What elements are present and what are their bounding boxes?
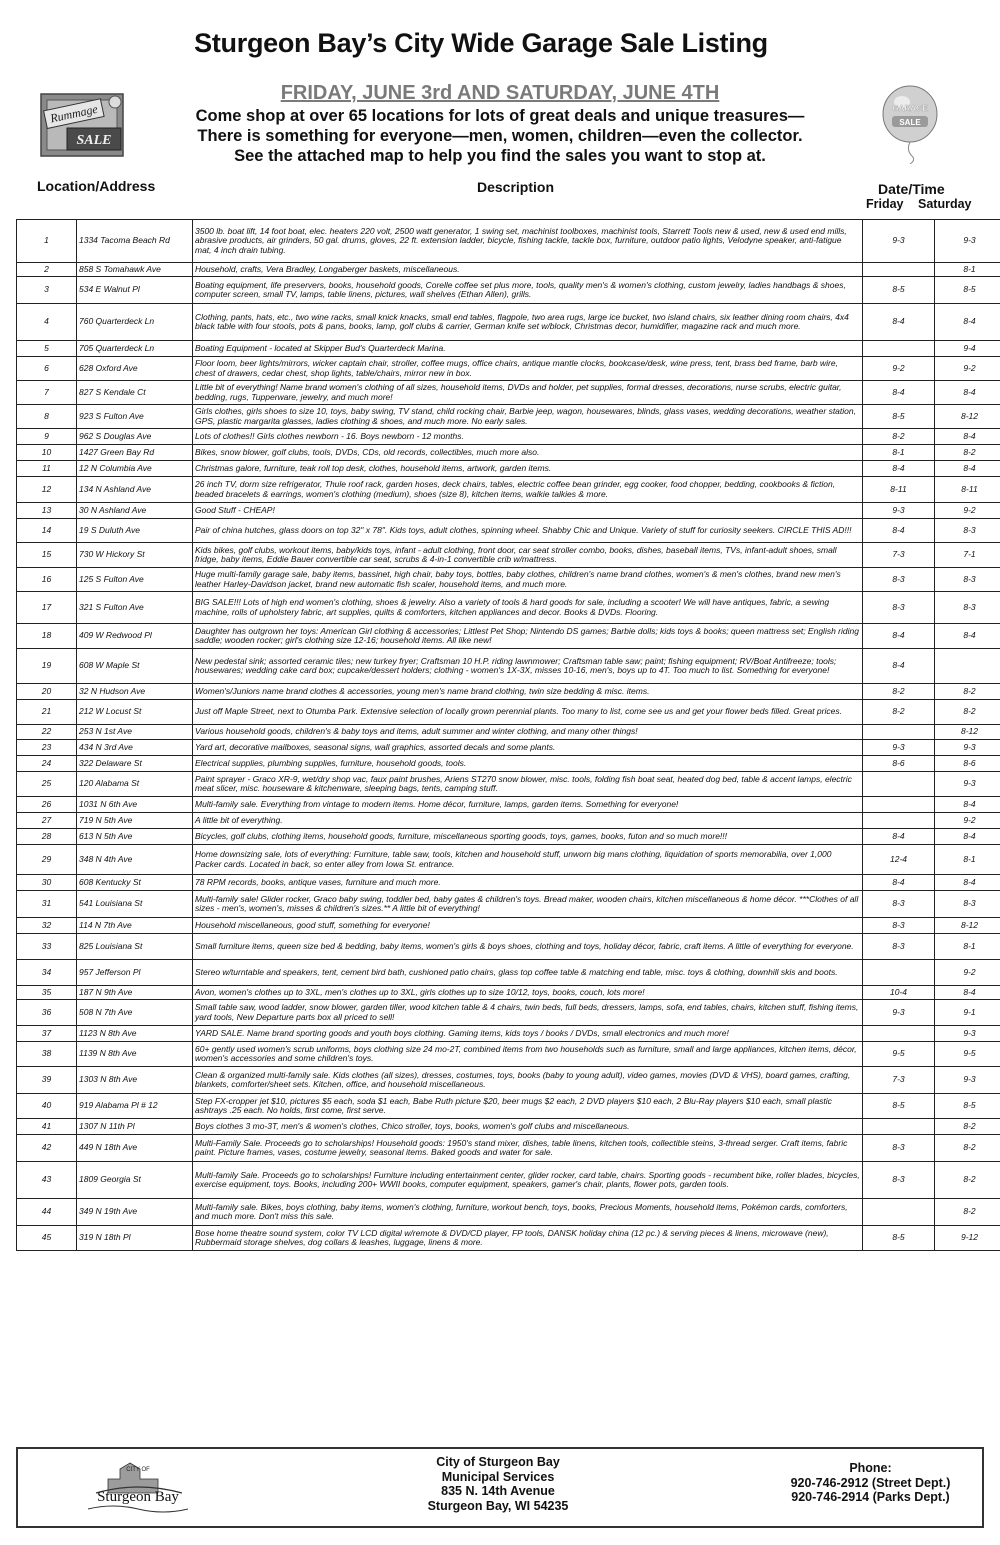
row-saturday-hours: 9-3: [935, 1067, 1000, 1094]
row-description: Multi-family sale! Glider rocker, Graco baby swing, toddler bed, baby gates & children's toys. Bread maker, wooden chairs, kitchen miscellaneous & home décor. ***Clothes of all sizes - men's, women's, misses & children's sizes.** A little bit of everything!: [193, 891, 863, 918]
row-number: 44: [17, 1199, 77, 1226]
row-friday-hours: 8-3: [863, 934, 935, 960]
table-row: [17, 813, 1000, 829]
city-logo-name: Sturgeon Bay: [97, 1489, 179, 1505]
row-description: Kids bikes, golf clubs, workout items, baby/kids toys, infant - adult clothing, front door, car seat stroller combo, books, dishes, baseball items, TVs, infant-adult shoes, small fridge, baby items, Eddie Bauer convertible car seat, scrubs & 4-in-1 convertible crib w/mattress.: [193, 543, 863, 568]
row-address: 114 N 7th Ave: [77, 918, 193, 934]
row-saturday-hours: 8-4: [935, 461, 1000, 477]
row-saturday-hours: 8-5: [935, 277, 1000, 304]
row-description: Boys clothes 3 mo-3T, men's & women's clothes, Chico stroller, toys, books, women's golf clubs and miscellaneous.: [193, 1119, 863, 1135]
row-description: Boating Equipment - located at Skipper Bud's Quarterdeck Marina.: [193, 341, 863, 357]
row-friday-hours: 8-4: [863, 624, 935, 649]
row-description: 60+ gently used women's scrub uniforms, boys clothing size 24 mo-2T, combined items from two households such as furniture, small and large appliances, kitchen items, décor, women's accessories and some children's toys.: [193, 1042, 863, 1067]
row-saturday-hours: 8-12: [935, 405, 1000, 429]
row-address: 957 Jefferson Pl: [77, 960, 193, 986]
row-friday-hours: 7-3: [863, 1067, 935, 1094]
row-saturday-hours: 8-2: [935, 445, 1000, 461]
city-of-text: CITY OF: [126, 1467, 150, 1473]
row-saturday-hours: 9-3: [935, 740, 1000, 756]
row-address: 19 S Duluth Ave: [77, 519, 193, 543]
row-number: 11: [17, 461, 77, 477]
table-row: [17, 445, 1000, 461]
table-row: [17, 918, 1000, 934]
row-friday-hours: [863, 960, 935, 986]
row-description: Small furniture items, queen size bed & bedding, baby items, women's girls & boys shoes, clothing and toys, holiday décor, fabric, craft items. A little of everything for everyone.: [193, 934, 863, 960]
row-friday-hours: 9-3: [863, 220, 935, 263]
row-friday-hours: 8-2: [863, 684, 935, 700]
row-saturday-hours: 8-4: [935, 381, 1000, 405]
address-line: Municipal Services: [441, 1469, 555, 1484]
row-address: 120 Alabama St: [77, 772, 193, 797]
row-saturday-hours: 8-11: [935, 477, 1000, 503]
row-saturday-hours: 8-4: [935, 624, 1000, 649]
row-friday-hours: 7-3: [863, 543, 935, 568]
row-description: Paint sprayer - Graco XR-9, wet/dry shop vac, faux paint brushes, Ariens ST270 snow blower, misc. tools, folding fish boat seat, heated dog bed, table & accent lamps, electric meat slicer, misc. houseware & kitchenware, sleeping bags, tents, camping stuff.: [193, 772, 863, 797]
row-friday-hours: 8-3: [863, 1162, 935, 1199]
phone-parks-dept: 920-746-2914 (Parks Dept.): [791, 1490, 950, 1504]
row-address: 613 N 5th Ave: [77, 829, 193, 845]
row-friday-hours: 9-2: [863, 357, 935, 381]
table-row: [17, 624, 1000, 649]
sale-text: SALE: [76, 133, 112, 148]
row-number: 4: [17, 304, 77, 341]
row-number: 22: [17, 725, 77, 740]
row-friday-hours: [863, 1026, 935, 1042]
row-address: 348 N 4th Ave: [77, 845, 193, 875]
table-row: [17, 1067, 1000, 1094]
row-saturday-hours: 9-2: [935, 960, 1000, 986]
row-description: Multi-family sale. Bikes, boys clothing, baby items, women's clothing, furniture, workout bench, toys, books, Precious Moments, household items, Pokémon cards, comforters, and much more. Don't miss this sale.: [193, 1199, 863, 1226]
table-row: [17, 1226, 1000, 1251]
table-row: [17, 543, 1000, 568]
row-friday-hours: 8-4: [863, 875, 935, 891]
row-friday-hours: [863, 263, 935, 277]
row-description: Pair of china hutches, glass doors on top 32" x 78". Kids toys, adult clothes, spinning wheel. Shabby Chic and Unique. Variety of stuff for curiosity seekers. CIRCLE THIS AD!!!: [193, 519, 863, 543]
row-saturday-hours: 7-1: [935, 543, 1000, 568]
row-description: Electrical supplies, plumbing supplies, furniture, household goods, tools.: [193, 756, 863, 772]
row-address: 32 N Hudson Ave: [77, 684, 193, 700]
row-friday-hours: 8-2: [863, 429, 935, 445]
table-row: [17, 381, 1000, 405]
row-saturday-hours: 9-4: [935, 341, 1000, 357]
row-number: 12: [17, 477, 77, 503]
row-number: 43: [17, 1162, 77, 1199]
row-address: 253 N 1st Ave: [77, 725, 193, 740]
row-saturday-hours: 8-2: [935, 1199, 1000, 1226]
row-saturday-hours: 9-3: [935, 220, 1000, 263]
row-address: 1031 N 6th Ave: [77, 797, 193, 813]
address-line: 835 N. 14th Avenue: [441, 1484, 555, 1498]
row-description: Girls clothes, girls shoes to size 10, toys, baby swing, TV stand, child rocking chair, Barbie jeep, wagon, housewares, blinds, glass vases, wedding decorations, weather station, GPS, plastic margarita glasses, ladies clothing & shoes, and much more. No early sales.: [193, 405, 863, 429]
table-row: [17, 341, 1000, 357]
row-address: 608 Kentucky St: [77, 875, 193, 891]
row-address: 534 E Walnut Pl: [77, 277, 193, 304]
row-friday-hours: 8-11: [863, 477, 935, 503]
table-row: [17, 503, 1000, 519]
table-row: [17, 725, 1000, 740]
row-saturday-hours: 8-3: [935, 568, 1000, 592]
row-number: 36: [17, 1000, 77, 1026]
row-address: 1123 N 8th Ave: [77, 1026, 193, 1042]
row-friday-hours: [863, 797, 935, 813]
row-address: 187 N 9th Ave: [77, 986, 193, 1000]
table-row: [17, 1135, 1000, 1162]
row-address: 628 Oxford Ave: [77, 357, 193, 381]
row-number: 33: [17, 934, 77, 960]
row-friday-hours: 10-4: [863, 986, 935, 1000]
row-saturday-hours: 8-2: [935, 1135, 1000, 1162]
row-saturday-hours: 9-12: [935, 1226, 1000, 1251]
row-address: 319 N 18th Pl: [77, 1226, 193, 1251]
row-description: Women's/Juniors name brand clothes & accessories, young men's name brand clothing, twin size bedding & misc. items.: [193, 684, 863, 700]
row-number: 34: [17, 960, 77, 986]
row-saturday-hours: [935, 649, 1000, 684]
table-row: [17, 986, 1000, 1000]
row-description: Bicycles, golf clubs, clothing items, household goods, furniture, miscellaneous sporting goods, toys, games, books, futon and so much more!!!: [193, 829, 863, 845]
row-number: 31: [17, 891, 77, 918]
intro-text: [0, 106, 1000, 166]
row-address: 449 N 18th Ave: [77, 1135, 193, 1162]
table-row: [17, 304, 1000, 341]
row-saturday-hours: 9-3: [935, 1026, 1000, 1042]
row-number: 1: [17, 220, 77, 263]
row-number: 3: [17, 277, 77, 304]
row-number: 37: [17, 1026, 77, 1042]
row-description: Boating equipment, life preservers, books, household goods, Corelle coffee set plus more, tools, quality men's & women's clothing, custom jewelry, ladies handbags & shoes, computer screen, small TV, lamps, table linens, pictures, wall shelves (Ethan Allen), grills.: [193, 277, 863, 304]
row-number: 32: [17, 918, 77, 934]
row-address: 349 N 19th Ave: [77, 1199, 193, 1226]
row-address: 409 W Redwood Pl: [77, 624, 193, 649]
row-description: Bikes, snow blower, golf clubs, tools, DVDs, CDs, old records, collectibles, much more also.: [193, 445, 863, 461]
row-saturday-hours: 8-1: [935, 263, 1000, 277]
row-saturday-hours: 8-3: [935, 891, 1000, 918]
row-address: 1809 Georgia St: [77, 1162, 193, 1199]
table-row: [17, 772, 1000, 797]
row-number: 19: [17, 649, 77, 684]
row-friday-hours: 8-5: [863, 1094, 935, 1119]
row-friday-hours: [863, 341, 935, 357]
row-number: 5: [17, 341, 77, 357]
row-address: 212 W Locust St: [77, 700, 193, 725]
row-friday-hours: 8-2: [863, 700, 935, 725]
row-saturday-hours: 8-6: [935, 756, 1000, 772]
garage-text: GARAGE: [892, 104, 928, 113]
row-description: Step FX-cropper jet $10, pictures $5 each, soda $1 each, Babe Ruth picture $20, beer mugs $2 each, 2 DVD players $10 each, 2 Blu-Ray players $10 each, small plastic ashtrays .25 each. No holds, first come, first serve.: [193, 1094, 863, 1119]
row-address: 919 Alabama Pl # 12: [77, 1094, 193, 1119]
row-number: 26: [17, 797, 77, 813]
row-saturday-hours: 8-4: [935, 829, 1000, 845]
row-address: 541 Louisiana St: [77, 891, 193, 918]
row-number: 18: [17, 624, 77, 649]
row-friday-hours: [863, 1199, 935, 1226]
row-description: Avon, women's clothes up to 3XL, men's clothes up to 3XL, girls clothes up to size 10/12, toys, books, couch, lots more!: [193, 986, 863, 1000]
description-column-header: Description: [477, 179, 555, 195]
row-number: 39: [17, 1067, 77, 1094]
table-row: [17, 568, 1000, 592]
intro-line: Come shop at over 65 locations for lots of great deals and unique treasures—: [195, 107, 805, 125]
row-number: 42: [17, 1135, 77, 1162]
row-number: 35: [17, 986, 77, 1000]
row-number: 17: [17, 592, 77, 624]
row-saturday-hours: 8-2: [935, 1162, 1000, 1199]
row-address: 125 S Fulton Ave: [77, 568, 193, 592]
row-friday-hours: [863, 813, 935, 829]
row-friday-hours: 8-5: [863, 1226, 935, 1251]
row-number: 24: [17, 756, 77, 772]
phone-contacts: [758, 1461, 983, 1505]
table-row: [17, 845, 1000, 875]
table-row: [17, 875, 1000, 891]
city-of-sturgeon-bay-logo-icon: [78, 1457, 198, 1517]
row-address: 760 Quarterdeck Ln: [77, 304, 193, 341]
table-row: [17, 220, 1000, 263]
row-saturday-hours: 8-1: [935, 934, 1000, 960]
row-number: 8: [17, 405, 77, 429]
row-number: 10: [17, 445, 77, 461]
row-saturday-hours: 9-2: [935, 357, 1000, 381]
row-friday-hours: 8-6: [863, 756, 935, 772]
row-friday-hours: 8-4: [863, 829, 935, 845]
row-address: 825 Louisiana St: [77, 934, 193, 960]
row-saturday-hours: 8-2: [935, 684, 1000, 700]
table-row: [17, 934, 1000, 960]
phone-label: Phone:: [849, 1461, 892, 1475]
row-saturday-hours: 8-1: [935, 845, 1000, 875]
table-row: [17, 519, 1000, 543]
row-address: 1334 Tacoma Beach Rd: [77, 220, 193, 263]
row-address: 30 N Ashland Ave: [77, 503, 193, 519]
row-friday-hours: 8-3: [863, 918, 935, 934]
row-description: 3500 lb. boat lift, 14 foot boat, elec. heaters 220 volt, 2500 watt generator, 1 swing set, machinist toolboxes, machinist tools, Starrett Tools new & used, new & used end mills, abrasive products, air grinders, 50 gal. drums, gloves, 22 ft. extension ladder, bicycle, fishing tackle, tackle box, furniture, outdoor patio lights, Velodyne speaker, anti-fatigue mat, 4 inch drain tubing.: [193, 220, 863, 263]
row-number: 21: [17, 700, 77, 725]
table-row: [17, 684, 1000, 700]
row-saturday-hours: 8-3: [935, 592, 1000, 624]
row-description: Multi-family sale. Everything from vintage to modern items. Home décor, furniture, lamps, garden items. Something for everyone!: [193, 797, 863, 813]
table-row: [17, 477, 1000, 503]
row-description: Household, crafts, Vera Bradley, Longaberger baskets, miscellaneous.: [193, 263, 863, 277]
row-description: Multi-family Sale. Proceeds go to scholarships! Furniture including entertainment center, glider rocker, card table, chairs. Sporting goods - recumbent bike, roller blades, bicycles, exercise equipment, toys. Books, including 200+ WWII books, computer equipment, speakers, gamer's chair, plants, flower pots, garden tools.: [193, 1162, 863, 1199]
row-address: 705 Quarterdeck Ln: [77, 341, 193, 357]
row-address: 858 S Tomahawk Ave: [77, 263, 193, 277]
row-saturday-hours: 9-3: [935, 772, 1000, 797]
row-number: 38: [17, 1042, 77, 1067]
row-address: 923 S Fulton Ave: [77, 405, 193, 429]
row-saturday-hours: 8-4: [935, 304, 1000, 341]
row-friday-hours: 12-4: [863, 845, 935, 875]
row-description: Small table saw, wood ladder, snow blower, garden tiller, wood kitchen table & 4 chairs, twin beds, full beds, dressers, lamps, sofa, end tables, chairs, kitchen stuff, fishing items, yard tools, New Departure parts box all priced to sell!: [193, 1000, 863, 1026]
row-address: 719 N 5th Ave: [77, 813, 193, 829]
row-saturday-hours: 8-4: [935, 429, 1000, 445]
table-row: [17, 461, 1000, 477]
row-friday-hours: 9-3: [863, 740, 935, 756]
row-address: 12 N Columbia Ave: [77, 461, 193, 477]
row-saturday-hours: 9-1: [935, 1000, 1000, 1026]
row-description: Stereo w/turntable and speakers, tent, cement bird bath, cushioned patio chairs, glass top coffee table & matching end table, misc. toys & clothing, downhill skis and boots.: [193, 960, 863, 986]
row-friday-hours: 8-4: [863, 304, 935, 341]
row-saturday-hours: 9-2: [935, 503, 1000, 519]
row-description: Various household goods, children's & baby toys and items, adult summer and winter clothing, and many other things!: [193, 725, 863, 740]
page-title: Sturgeon Bay’s City Wide Garage Sale Listing: [194, 28, 768, 58]
row-number: 15: [17, 543, 77, 568]
row-number: 30: [17, 875, 77, 891]
row-number: 28: [17, 829, 77, 845]
row-friday-hours: 8-4: [863, 461, 935, 477]
row-description: Multi-Family Sale. Proceeds go to scholarships! Household goods: 1950's stand mixer, dishes, table linens, kitchen tools, collectible steins, 3-thread serger. Craft items, fabric paint. Picture frames, vases, costume jewelry, seasonal items. Baked goods and water for sale.: [193, 1135, 863, 1162]
row-description: BIG SALE!!! Lots of high end women's clothing, shoes & jewelry. Also a variety of tools & hard goods for sale, including a scooter! We will have antiques, fabric, a sewing machine, rolls of upholstery fabric, art supplies, quilts & comforters, kitchen appliances and decor. Books & DVDs. Flooring.: [193, 592, 863, 624]
row-saturday-hours: 9-2: [935, 813, 1000, 829]
table-row: [17, 1199, 1000, 1226]
row-description: 26 inch TV, dorm size refrigerator, Thule roof rack, garden hoses, deck chairs, tables, electric coffee bean grinder, egg cooker, food chopper, bedding, cookbooks & fiction, beaded bracelets & earrings, women's clothing (medium), shoes (size 8), kitchen items, walkie talkies & more.: [193, 477, 863, 503]
phone-street-dept: 920-746-2912 (Street Dept.): [790, 1475, 951, 1490]
row-description: Good Stuff - CHEAP!: [193, 503, 863, 519]
table-row: [17, 1162, 1000, 1199]
row-description: Huge multi-family garage sale, baby items, bassinet, high chair, baby toys, bottles, baby clothes, children's name brand clothes, women's & men's clothes, brand new men's leather Harley-Davidson jacket, brand new automatic fish scaler, household items, and much more.: [193, 568, 863, 592]
row-description: Lots of clothes!! Girls clothes newborn - 16. Boys newborn - 12 months.: [193, 429, 863, 445]
row-friday-hours: 9-3: [863, 503, 935, 519]
row-number: 20: [17, 684, 77, 700]
row-description: Little bit of everything! Name brand women's clothing of all sizes, household items, DVDs and holder, pet supplies, formal dresses, decorations, nurse scrubs, electric guitar, bedding, rugs, Tupperware, jewelry, and much more!: [193, 381, 863, 405]
row-saturday-hours: 8-12: [935, 918, 1000, 934]
balloon-sale-text: SALE: [899, 118, 921, 127]
row-address: 434 N 3rd Ave: [77, 740, 193, 756]
sale-listing-table: [16, 219, 1000, 1251]
table-row: [17, 429, 1000, 445]
table-row: [17, 277, 1000, 304]
row-number: 25: [17, 772, 77, 797]
row-number: 6: [17, 357, 77, 381]
table-row: [17, 649, 1000, 684]
sale-dates: FRIDAY, JUNE 3rd AND SATURDAY, JUNE 4TH: [280, 82, 720, 104]
row-address: 962 S Douglas Ave: [77, 429, 193, 445]
row-address: 1139 N 8th Ave: [77, 1042, 193, 1067]
row-description: 78 RPM records, books, antique vases, furniture and much more.: [193, 875, 863, 891]
row-saturday-hours: 8-2: [935, 700, 1000, 725]
row-number: 23: [17, 740, 77, 756]
row-number: 40: [17, 1094, 77, 1119]
row-friday-hours: [863, 772, 935, 797]
row-saturday-hours: 8-2: [935, 1119, 1000, 1135]
row-description: Household miscellaneous, good stuff, something for everyone!: [193, 918, 863, 934]
table-row: [17, 756, 1000, 772]
row-number: 27: [17, 813, 77, 829]
intro-line: See the attached map to help you find the sales you want to stop at.: [234, 147, 766, 165]
row-friday-hours: 8-3: [863, 568, 935, 592]
table-row: [17, 1094, 1000, 1119]
footer-box: [16, 1447, 984, 1528]
row-description: Just off Maple Street, next to Otumba Park. Extensive selection of locally grown perennial plants. Too many to list, come see us and get your flower beds filled. Great prices.: [193, 700, 863, 725]
table-row: [17, 263, 1000, 277]
row-friday-hours: 9-5: [863, 1042, 935, 1067]
row-description: Yard art, decorative mailboxes, seasonal signs, wall graphics, assorted decals and some plants.: [193, 740, 863, 756]
row-address: 1307 N 11th Pl: [77, 1119, 193, 1135]
location-column-header: Location/Address: [37, 178, 156, 194]
table-row: [17, 797, 1000, 813]
row-friday-hours: 8-5: [863, 405, 935, 429]
row-description: Christmas galore, furniture, teak roll top desk, clothes, household items, artwork, garden items.: [193, 461, 863, 477]
row-description: Clothing, pants, hats, etc., two wine racks, small knick knacks, small end tables, flagpole, two area rugs, large ice bucket, two island chairs, six leather dining room chairs, 4x4 black table with four stools, pots & pans, books, lamp, golf clubs & carrier, German knife set w/block, Christmas decor, humidifier, magazine rack and much more.: [193, 304, 863, 341]
row-friday-hours: 8-4: [863, 649, 935, 684]
row-friday-hours: 9-3: [863, 1000, 935, 1026]
row-number: 16: [17, 568, 77, 592]
row-address: 322 Delaware St: [77, 756, 193, 772]
row-description: Floor loom, beer lights/mirrors, wicker captain chair, stroller, coffee mugs, office chairs, antique mantle clocks, bookcase/desk, wine press, tent, brass bed frame, barb wire, chest of drawers, cedar chest, shop lights, table/chairs, mirror new in box.: [193, 357, 863, 381]
row-friday-hours: 8-3: [863, 1135, 935, 1162]
row-address: 1303 N 8th Ave: [77, 1067, 193, 1094]
rummage-text: Rummage: [48, 101, 99, 126]
row-address: 321 S Fulton Ave: [77, 592, 193, 624]
table-row: [17, 700, 1000, 725]
row-saturday-hours: 8-4: [935, 875, 1000, 891]
address-line: Sturgeon Bay, WI 54235: [427, 1498, 569, 1513]
row-number: 45: [17, 1226, 77, 1251]
table-row: [17, 1119, 1000, 1135]
row-saturday-hours: 8-4: [935, 797, 1000, 813]
row-friday-hours: 8-5: [863, 277, 935, 304]
row-number: 7: [17, 381, 77, 405]
table-row: [17, 829, 1000, 845]
friday-column-header: Friday: [866, 197, 904, 211]
table-row: [17, 891, 1000, 918]
table-row: [17, 592, 1000, 624]
row-address: 1427 Green Bay Rd: [77, 445, 193, 461]
row-number: 2: [17, 263, 77, 277]
row-friday-hours: 8-4: [863, 519, 935, 543]
table-row: [17, 1042, 1000, 1067]
row-number: 41: [17, 1119, 77, 1135]
row-description: Home downsizing sale, lots of everything: Furniture, table saw, tools, kitchen and household stuff, unworn big mans clothing, liquidation of sports memorabilia, over 1,000 Packer cards. Located in back, so enter alley from Iowa St. entrance.: [193, 845, 863, 875]
row-address: 134 N Ashland Ave: [77, 477, 193, 503]
row-description: Daughter has outgrown her toys: American Girl clothing & accessories; Littlest Pet Shop; Nintendo DS games; Barbie dolls; kids toys & books; queen mattress set; English riding saddle; wooden rocker; girl's clothing size 12-16; household items. All like new!: [193, 624, 863, 649]
row-friday-hours: [863, 1119, 935, 1135]
table-row: [17, 960, 1000, 986]
row-number: 9: [17, 429, 77, 445]
row-saturday-hours: 9-5: [935, 1042, 1000, 1067]
row-number: 14: [17, 519, 77, 543]
row-saturday-hours: 8-4: [935, 986, 1000, 1000]
row-friday-hours: 8-3: [863, 891, 935, 918]
row-description: Bose home theatre sound system, color TV LCD digital w/remote & DVD/CD player, FP tools, DANSK holiday china (12 pc.) & serving pieces & linens, microwave (new), Rubbermaid storage shelves, dog collars & leashes, luggage, linens & more.: [193, 1226, 863, 1251]
row-number: 29: [17, 845, 77, 875]
row-saturday-hours: 8-3: [935, 519, 1000, 543]
row-saturday-hours: 8-12: [935, 725, 1000, 740]
municipal-address: [378, 1455, 618, 1513]
datetime-column-header: Date/Time: [878, 181, 945, 197]
row-address: 730 W Hickory St: [77, 543, 193, 568]
row-address: 608 W Maple St: [77, 649, 193, 684]
row-address: 827 S Kendale Ct: [77, 381, 193, 405]
row-description: New pedestal sink; assorted ceramic tiles; new turkey fryer; Craftsman 10 H.P. riding lawnmower; Craftsman table saw; paint; fishing equipment; RV/Boat Antifreeze; tools; housewares; wedding cake card box; cupcake/dessert holders; clothing - women's 1X-3X, misses 10-16, men's, boys up to 4T. Too much to list. Something for everyone!: [193, 649, 863, 684]
row-description: YARD SALE. Name brand sporting goods and youth boys clothing. Gaming items, kids toys / books / DVDs, small electronics and much more!: [193, 1026, 863, 1042]
row-friday-hours: 8-1: [863, 445, 935, 461]
row-friday-hours: 8-4: [863, 381, 935, 405]
intro-line: There is something for everyone—men, women, children—even the collector.: [197, 127, 803, 145]
row-saturday-hours: 8-5: [935, 1094, 1000, 1119]
row-description: A little bit of everything.: [193, 813, 863, 829]
row-address: 508 N 7th Ave: [77, 1000, 193, 1026]
table-row: [17, 740, 1000, 756]
row-friday-hours: [863, 725, 935, 740]
saturday-column-header: Saturday: [918, 197, 972, 211]
address-line: City of Sturgeon Bay: [436, 1455, 560, 1469]
table-row: [17, 357, 1000, 381]
table-row: [17, 1026, 1000, 1042]
row-number: 13: [17, 503, 77, 519]
table-row: [17, 1000, 1000, 1026]
row-description: Clean & organized multi-family sale. Kids clothes (all sizes), dresses, costumes, toys, books (baby to young adult), video games, movies (DVD & VHS), board games, crafting, blankets, comforter/sheet sets. Kitchen, office, and household miscellaneous.: [193, 1067, 863, 1094]
row-friday-hours: 8-3: [863, 592, 935, 624]
table-row: [17, 405, 1000, 429]
